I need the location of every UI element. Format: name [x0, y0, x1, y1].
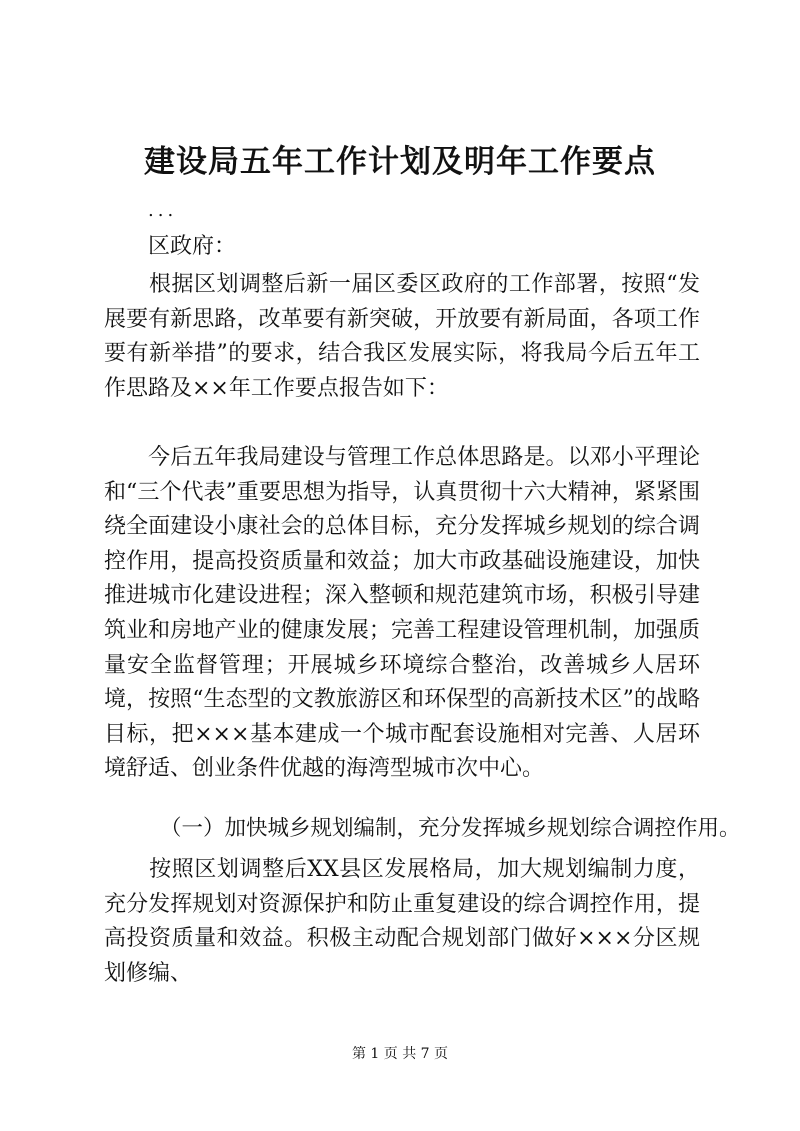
section-heading: （一）加快城乡规划编制，充分发挥城乡规划综合调控作用。: [160, 816, 741, 841]
paragraph-intro: 根据区划调整后新一届区委区政府的工作部署，按照“发展要有新思路，改革要有新突破，开放要有新局面，各项工作要有新举措”的要求，结合我区发展实际，将我局今后五年工作思路及××年工作要点报告如下：: [104, 272, 700, 401]
document-title: 建设局五年工作计划及明年工作要点: [144, 144, 656, 180]
page-footer: 第 1 页 共 7 页: [351, 1046, 449, 1062]
paragraph-planning: 按照区划调整后XX县区发展格局，加大规划编制力度，充分发挥规划对资源保护和防止重复建设的综合调控作用，提高投资质量和效益。积极主动配合规划部门做好×××分区规划修编、: [104, 857, 700, 986]
salutation: 区政府：: [148, 234, 237, 259]
ellipsis-text: ...: [148, 200, 178, 221]
paragraph-overall-approach: 今后五年我局建设与管理工作总体思路是。以邓小平理论和“三个代表”重要思想为指导，认真贯彻十六大精神，紧紧围绕全面建设小康社会的总体目标，充分发挥城乡规划的综合调控作用，提高投资质量和效益；加大市政基础设施建设，加快推进城市化建设进程；深入整顿和规范建筑市场，积极引导建筑业和房地产业的健康发展；完善工程建设管理机制，加强质量安全监督管理；开展城乡环境综合整治，改善城乡人居环境，按照“生态型的文教旅游区和环保型的高新技术区”的战略目标，把×××基本建成一个城市配套设施相对完善、人居环境舒适、创业条件优越的海湾型城市次中心。: [104, 445, 700, 782]
